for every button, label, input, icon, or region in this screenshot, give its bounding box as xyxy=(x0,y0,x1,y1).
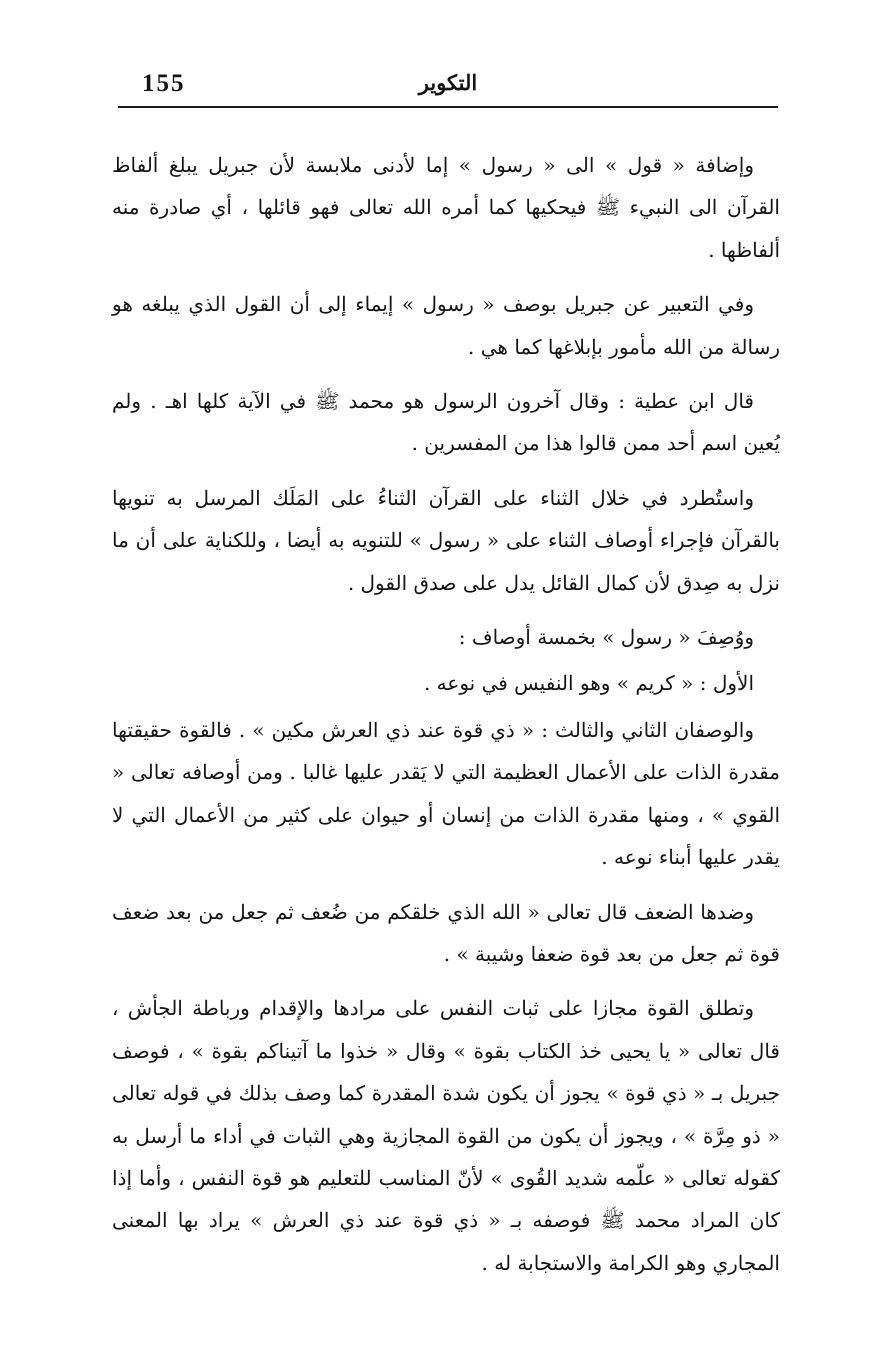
paragraph: قال ابن عطية : وقال آخرون الرسول هو محمد ﷺ في الآية كلها اهـ . ولم يُعين اسم أحد ممن قالوا هذا من المفسرين . xyxy=(112,389,780,456)
paragraph: وضدها الضعف قال تعالى « الله الذي خلقكم من ضُعف ثم جعل من بعد ضعف قوة ثم جعل من بعد قوة ضعفا وشيبة » . xyxy=(112,899,780,966)
paragraph: وفي التعبير عن جبريل بوصف « رسول » إيماء إلى أن القول الذي يبلغه هو رسالة من الله مأمور بإبلاغها كما هي . xyxy=(112,292,780,359)
running-title: التكوير xyxy=(418,70,478,95)
paragraph: الأول : « كريم » وهو النفيس في نوعه . xyxy=(423,671,754,696)
header-rule xyxy=(118,106,778,108)
page-body xyxy=(112,144,780,1296)
paragraph: ووُصِفَ « رسول » بخمسة أوصاف : xyxy=(458,625,754,650)
paragraph: والوصفان الثاني والثالث : « ذي قوة عند ذي العرش مكين » . فالقوة حقيقتها مقدرة الذات على الأعمال العظيمة التي لا يَقدر عليها غالبا . ومن أوصافه تعالى « القوي » ، ومنها مقدرة الذات من إنسان أو حيوان على كثير من الأعمال التي لا يقدر عليها أبناء نوعه . xyxy=(112,717,781,870)
paragraph: وتطلق القوة مجازا على ثبات النفس على مرادها والإقدام ورباطة الجأش ، قال تعالى « يا يحيى خذ الكتاب بقوة » وقال « خذوا ما آتيناكم بقوة » ، فوصف جبريل بـ « ذي قوة » يجوز أن يكون شدة المقدرة كما وصف بذلك في قوله تعالى « ذو مِرَّة » ، ويجوز أن يكون من القوة المجازية وهي الثبات في أداء ما أرسل به كقوله تعالى « علّمه شديد القُوى » لأنّ المناسب للتعليم هو قوة النفس ، وأما إذا كان المراد محمد ﷺ فوصفه بـ « ذي قوة عند ذي العرش » يراد بها المعنى المجاري وهو الكرامة والاستجابة له . xyxy=(112,996,780,1275)
paragraph: وإضافة « قول » الى « رسول » إما لأدنى ملابسة لأن جبريل يبلغ ألفاظ القرآن الى النبيء ﷺ فيحكيها كما أمره الله تعالى فهو قائلها ، أي صادرة منه ألفاظها . xyxy=(112,153,780,262)
page-header xyxy=(118,62,778,108)
page-number: 155 xyxy=(142,70,186,97)
paragraph: واستُطرد في خلال الثناء على القرآن الثناءُ على المَلَك المرسل به تنويها بالقرآن فإجراء أوصاف الثناء على « رسول » للتنويه به أيضا ، وللكناية على أن ما نزل به صِدق لأن كمال القائل يدل على صدق القول . xyxy=(112,485,780,595)
